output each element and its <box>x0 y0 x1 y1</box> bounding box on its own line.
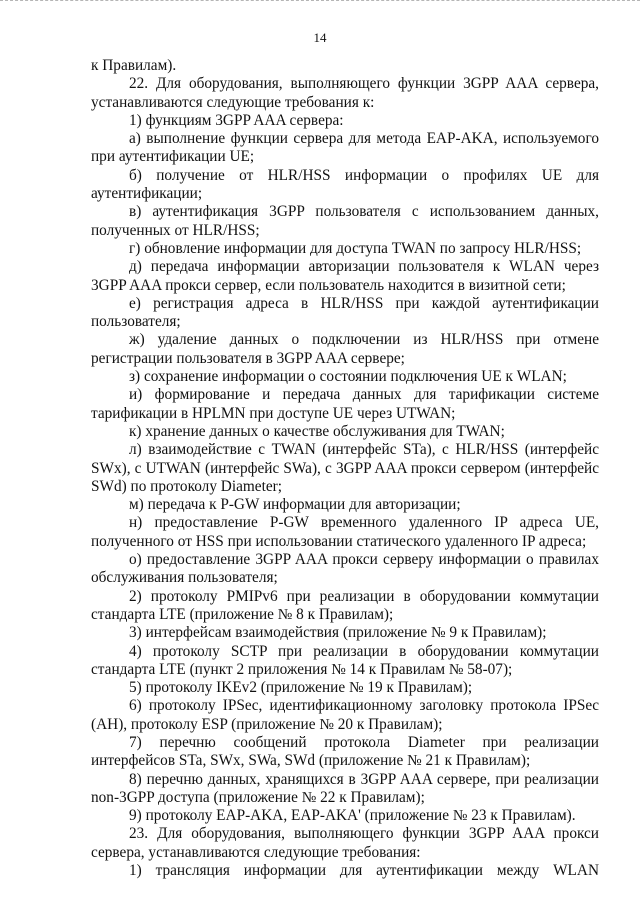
paragraph: 6) протоколу IPSec, идентификационному заголовку протокола IPSec (AH), протоколу ESP (приложение № 20 к Правилам); <box>91 697 599 733</box>
paragraph: 5) протоколу IKEv2 (приложение № 19 к Правилам); <box>129 679 473 697</box>
paragraph: 1) функциям 3GPP AAA сервера: <box>129 111 344 129</box>
document-body <box>91 57 599 880</box>
paragraph: 23. Для оборудования, выполняющего функции 3GPP AAA прокси сервера, устанавливаются следующие требования: <box>91 825 599 861</box>
paragraph: е) регистрация адреса в HLR/HSS при каждой аутентификации пользователя; <box>91 294 599 331</box>
page-number: 14 <box>313 30 327 45</box>
paragraph: г) обновление информации для доступа TWAN по запросу HLR/HSS; <box>129 239 582 257</box>
paragraph: к) хранение данных о качестве обслуживания для TWAN; <box>129 422 505 440</box>
paragraph: 9) протоколу EAP-AKA, EAP-AKA' (приложение № 23 к Правилам). <box>129 807 576 825</box>
paragraph: 3) интерфейсам взаимодействия (приложение № 9 к Правилам); <box>129 624 547 642</box>
paragraph: н) предоставление P-GW временного удаленного IP адреса UE, полученного от HSS при использовании статического удаленного IP адреса; <box>91 514 599 550</box>
paragraph: 7) перечню сообщений протокола Diameter при реализации интерфейсов STa, SWx, SWa, SWd (приложение № 21 к Правилам); <box>91 733 599 770</box>
paragraph: 8) перечню данных, хранящихся в 3GPP AAA сервере, при реализации non-3GPP доступа (приложение № 22 к Правилам); <box>91 770 599 806</box>
paragraph: 4) протоколу SCTP при реализации в оборудовании коммутации стандарта LTE (пункт 2 приложения № 14 к Правилам № 58-07); <box>91 642 599 678</box>
paragraph: л) взаимодействие с TWAN (интерфейс STa), с HLR/HSS (интерфейс SWx), с UTWAN (интерфейс SWa), с 3GPP AAA прокси сервером (интерфейс SWd) по протоколу Diameter; <box>91 441 599 495</box>
paragraph: 1) трансляция информации для аутентификации между WLAN <box>129 862 599 880</box>
paragraph: а) выполнение функции сервера для метода EAP-AKA, используемого при аутентификации UE; <box>91 130 599 166</box>
paragraph: к Правилам). <box>91 57 177 74</box>
paragraph: и) формирование и передача данных для тарификации системе тарификации в HPLMN при доступе UE через UTWAN; <box>91 386 599 422</box>
paragraph: ж) удаление данных о подключении из HLR/HSS при отмене регистрации пользователя в 3GPP AAA сервере; <box>91 331 599 367</box>
paragraph: з) сохранение информации о состоянии подключения UE к WLAN; <box>129 368 567 386</box>
paragraph: 2) протоколу PMIPv6 при реализации в оборудовании коммутации стандарта LTE (приложение № 8 к Правилам); <box>91 587 599 623</box>
paragraph: д) передача информации авторизации пользователя к WLAN через 3GPP AAA прокси сервер, если пользователь находится в визитной сети; <box>91 258 599 294</box>
paragraph: о) предоставление 3GPP AAA прокси серверу информации о правилах обслуживания пользователя; <box>91 551 599 587</box>
scan-top-edge <box>0 0 640 6</box>
paragraph: б) получение от HLR/HSS информации о профилях UE для аутентификации; <box>91 166 599 203</box>
paragraph: м) передача к P-GW информации для авторизации; <box>129 496 461 514</box>
paragraph: 22. Для оборудования, выполняющего функции 3GPP AAA сервера, устанавливаются следующие требования к: <box>91 75 599 111</box>
paragraph: в) аутентификация 3GPP пользователя с использованием данных, полученных от HLR/HSS; <box>91 203 599 239</box>
